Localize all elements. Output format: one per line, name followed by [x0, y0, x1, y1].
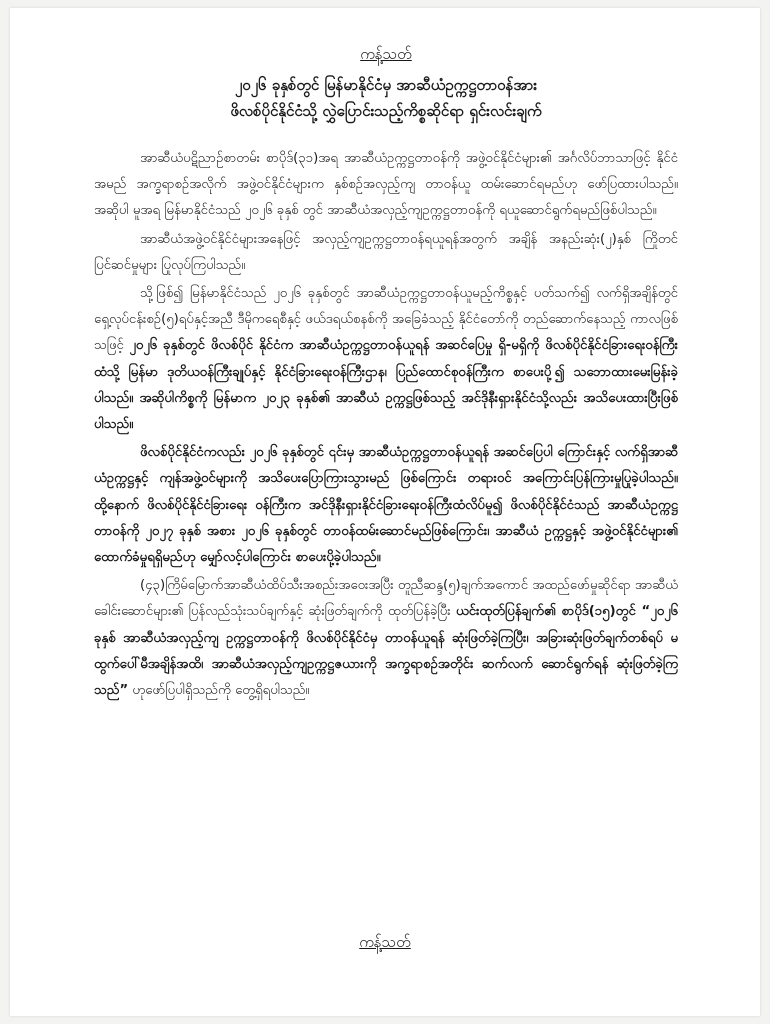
classification-label-bottom: ကန့်သတ် [359, 933, 411, 951]
title-line-1: ၂၀၂၆ ခုနှစ်တွင် မြန်မာနိုင်ငံမှ အာဆီယံဥက္ကဋ္ဌတာဝန်အား [234, 76, 538, 94]
paragraph-segment-bold: ယင်းထုတ်ပြန်ချက်၏ စာပိုဒ်(၁၅)တွင် “၂၀၂၆ ခုနှစ် အာဆီယံအလှည့်ကျ ဥက္ကဋ္ဌတာဝန်ကို ဖိလစ်ပိုင်နိုင်ငံမှ တာဝန်ယူရန် ဆုံးဖြတ်ခဲ့ကြပြီး၊ အခြားဆုံးဖြတ်ချက်တစ်ရပ် မထွက်ပေါ်မီအချိန်အထိ၊ အာဆီယံအလှည့်ကျဥက္ကဋ္ဌဇယားကို အက္ခရာစဉ်အတိုင်း ဆက်လက် ဆောင်ရွက်ရန် ဆုံးဖြတ်ခဲ့ကြသည်” [94, 604, 679, 699]
paragraph-4 [94, 440, 678, 571]
title-line-2: ဖိလစ်ပိုင်နိုင်ငံသို့ လွှဲပြောင်းသည့်ကိစ္စဆိုင်ရာ ရှင်းလင်းချက် [230, 102, 542, 120]
paragraph-segment: သို့ဖြစ်၍ မြန်မာနိုင်ငံသည် ၂၀၂၆ ခုနှစ်တွင် အာဆီယံဥက္ကဋ္ဌတာဝန်ယူမည့်ကိစ္စနှင့် ပတ်သက်၍ လက်ရှိအချိန်တွင် ရှေ့လုပ်ငန်းစဉ်(၅)ရပ်နှင့်အညီ ဒီမိုကရေစီနှင့် ဖယ်ဒရယ်စနစ်ကို အခြေခံသည့် နိုင်ငံတော်ကို တည်ဆောက်နေသည့် ကာလဖြစ်သဖြင့် [94, 286, 678, 354]
document-body [94, 146, 678, 704]
paragraph-segment: အာဆီယံအဖွဲ့ဝင်နိုင်ငံများအနေဖြင့် အလှည့်ကျဥက္ကဋ္ဌတာဝန်ရယူရန်အတွက် အချိန် အနည်းဆုံး(၂)နှစ် ကြိုတင်ပြင်ဆင်မှုများ ပြုလုပ်ကြပါသည်။ [94, 231, 678, 273]
document-page [10, 8, 760, 1016]
paragraph-segment: (၄၃)ကြိမ်မြောက်အာဆီယံထိပ်သီးအစည်းအဝေးအပြီး တူညီဆန္ဒ(၅)ချက်အကောင် အထည်ဖော်မှုဆိုင်ရာ အာဆီယံခေါင်းဆောင်များ၏ ပြန်လည်သုံးသပ်ချက်နှင့် ဆုံးဖြတ်ချက်ကို ထုတ်ပြန်ခဲ့ပြီး [94, 578, 678, 620]
paragraph-5 [94, 573, 678, 704]
paragraph-segment: အာဆီယံပဋိညာဉ်စာတမ်း စာပိုဒ်(၃၁)အရ အာဆီယံဥက္ကဋ္ဌတာဝန်ကို အဖွဲ့ဝင်နိုင်ငံများ၏ အင်္ဂလိပ်ဘာသာဖြင့် နိုင်ငံအမည် အက္ခရာစဉ်အလိုက် အဖွဲ့ဝင်နိုင်ငံများက နှစ်စဉ်အလှည့်ကျ တာဝန်ယူ ထမ်းဆောင်ရမည်ဟု ဖော်ပြထားပါသည်။ အဆိုပါ မူအရ မြန်မာနိုင်ငံသည် ၂၀၂၆ ခုနှစ် တွင် အာဆီယံအလှည့်ကျဥက္ကဋ္ဌတာဝန်ကို ရယူဆောင်ရွက်ရမည်ဖြစ်ပါသည်။ [94, 151, 678, 219]
paragraph-segment-bold: ဖိလစ်ပိုင်နိုင်ငံကလည်း ၂၀၂၆ ခုနှစ်တွင် ၎င်းမှ အာဆီယံဥက္ကဋ္ဌတာဝန်ယူရန် အဆင်ပြေပါ ကြောင်းနှင့် လက်ရှိအာဆီယံဥက္ကဋ္ဌနှင့် ကျန်အဖွဲ့ဝင်များကို အသိပေးပြောကြားသွားမည် ဖြစ်ကြောင်း တရားဝင် အကြောင်းပြန်ကြားမှုပြုခဲ့ပါသည်။ ထို့နောက် ဖိလစ်ပိုင်နိုင်ငံခြားရေး ဝန်ကြီးက အင်ဒိုနီးရှားနိုင်ငံခြားရေးဝန်ကြီးထံလိပ်မူ၍ ဖိလစ်ပိုင်နိုင်ငံသည် အာဆီယံဥက္ကဋ္ဌ တာဝန်ကို ၂၀၂၇ ခုနှစ် အစား ၂၀၂၆ ခုနှစ်တွင် တာဝန်ထမ်းဆောင်မည်ဖြစ်ကြောင်း၊ အာဆီယံ ဥက္ကဋ္ဌနှင့် အဖွဲ့ဝင်နိုင်ငံများ၏ ထောက်ခံမှုရရှိမည်ဟု မျှော်လင့်ပါကြောင်း စာပေးပို့ခဲ့ပါသည်။ [94, 445, 678, 566]
classification-label-top: ကန့်သတ် [360, 45, 412, 63]
paragraph-1 [94, 146, 678, 225]
paragraph-3 [94, 281, 678, 438]
paragraph-segment: ဟုဖော်ပြပါရှိသည်ကို တွေ့ရှိရပါသည်။ [128, 683, 310, 699]
document-title [94, 72, 678, 124]
paragraph-2 [94, 227, 678, 279]
paragraph-segment-bold: ၂၀၂၆ ခုနှစ်တွင် ဖိလစ်ပိုင် နိုင်ငံက အာဆီယံဥက္ကဋ္ဌတာဝန်ယူရန် အဆင်ပြေမှု ရှိ-မရှိကို ဖိလစ်ပိုင်နိုင်ငံခြားရေးဝန်ကြီး ထံသို့ မြန်မာ ဒုတိယဝန်ကြီးချုပ်နှင့် နိုင်ငံခြားရေးဝန်ကြီးဌာန၊ ပြည်ထောင်စုဝန်ကြီးက စာပေးပို့၍ သဘောထားမေးမြန်းခဲ့ပါသည်။ အဆိုပါကိစ္စကို မြန်မာက ၂၀၂၃ ခုနှစ်၏ အာဆီယံ ဥက္ကဋ္ဌဖြစ်သည့် အင်ဒိုနီးရှားနိုင်ငံသို့လည်း အသိပေးထားပြီးဖြစ်ပါသည်။ [94, 338, 678, 433]
